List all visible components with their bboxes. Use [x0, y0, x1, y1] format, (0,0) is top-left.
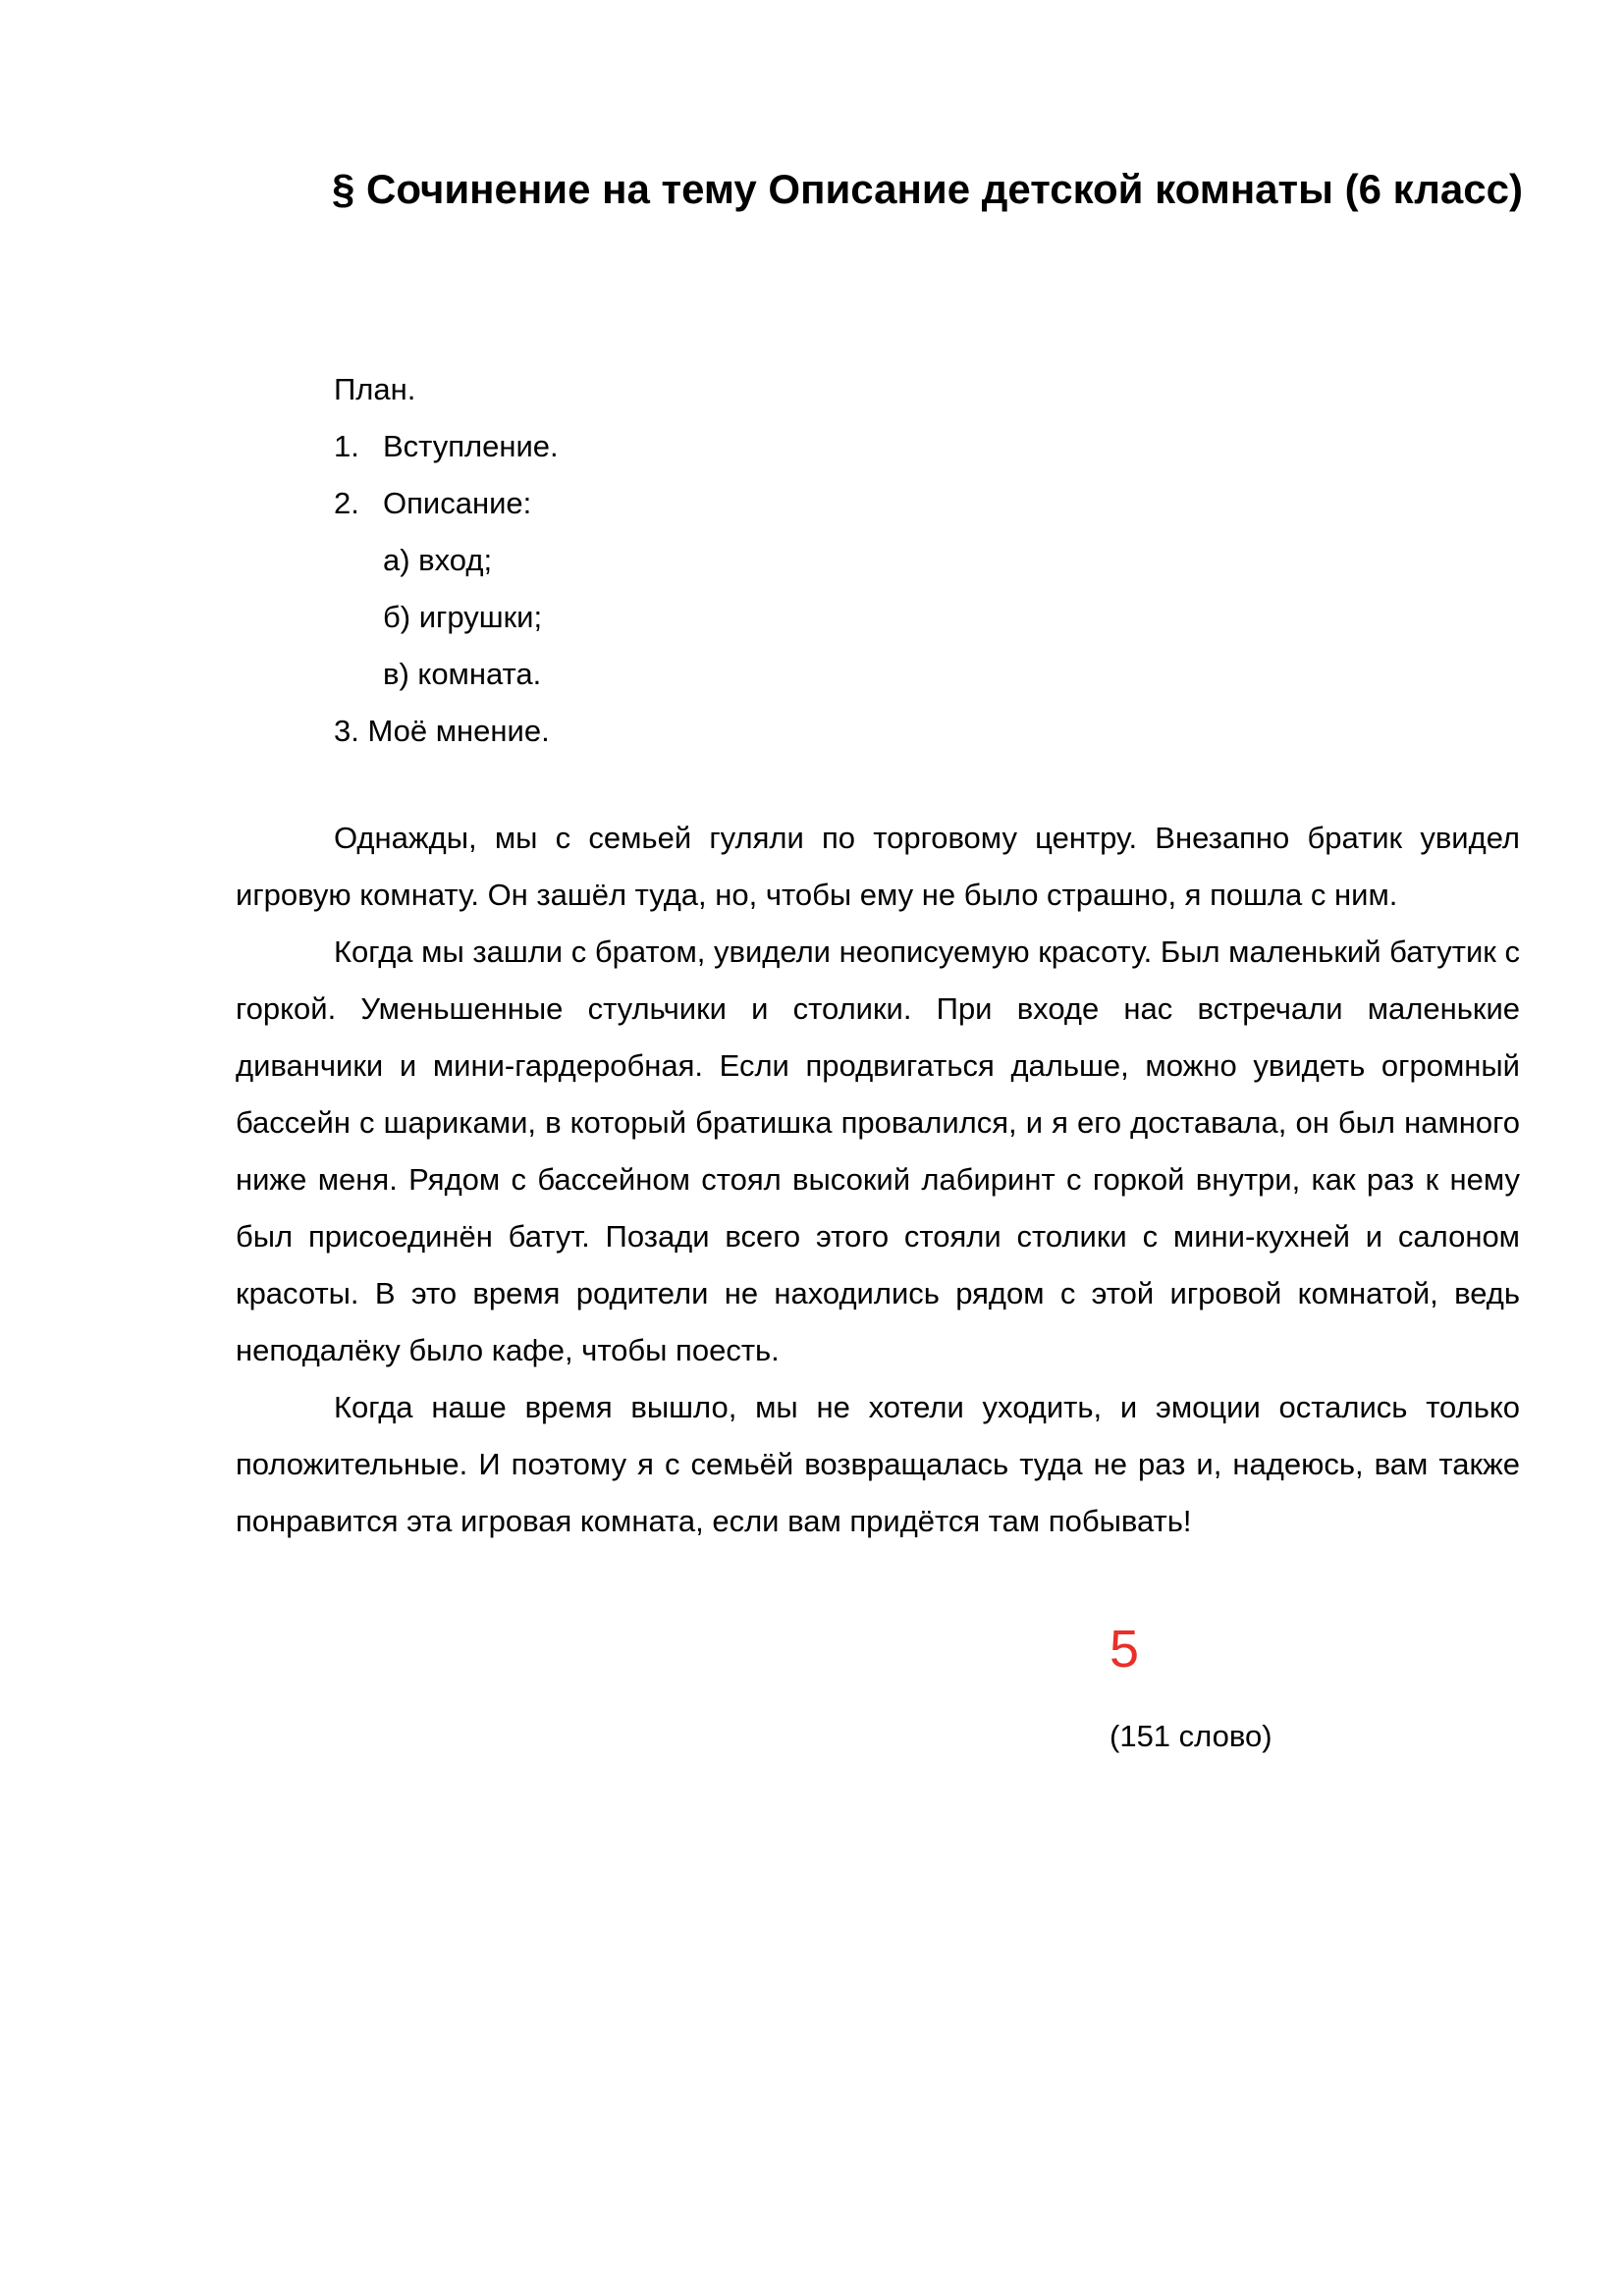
word-count: (151 слово)	[1110, 1719, 1272, 1753]
plan-subitem-text: а) вход;	[383, 543, 493, 577]
plan-subitem	[334, 532, 1218, 589]
plan-subitem	[334, 646, 1218, 703]
plan-item	[334, 703, 1218, 760]
essay-title: § Сочинение на тему Описание детской комнаты (6 класс)	[332, 166, 1523, 212]
plan-item-number: 2.	[334, 486, 359, 520]
plan-item-text: 3. Моё мнение.	[334, 714, 550, 748]
plan-item-number: 1.	[334, 429, 359, 463]
plan-subitem-text: в) комната.	[383, 657, 542, 691]
plan-subitem	[334, 589, 1218, 646]
plan-item	[334, 475, 1218, 532]
essay-paragraph: Однажды, мы с семьей гуляли по торговому центру. Внезапно братик увидел игровую комнату. Он зашёл туда, но, чтобы ему не было страшно, я пошла с ним.	[236, 821, 1520, 912]
essay-plan	[334, 361, 1218, 760]
essay-paragraph: Когда наше время вышло, мы не хотели уходить, и эмоции остались только положительные. И поэтому я с семьёй возвращалась туда не раз и, надеюсь, вам также понравится эта игровая комната, если вам придётся там побывать!	[236, 1390, 1520, 1538]
essay-paragraph: Когда мы зашли с братом, увидели неописуемую красоту. Был маленький батутик с горкой. Уменьшенные стульчики и столики. При входе нас встречали маленькие диванчики и мини-гардеробная. Если продвигаться дальше, можно увидеть огромный бассейн с шариками, в который братишка провалился, и я его доставала, он был намного ниже меня. Рядом с бассейном стоял высокий лабиринт с горкой внутри, как раз к нему был присоединён батут. Позади всего этого стояли столики с мини-кухней и салоном красоты. В это время родители не находились рядом с этой игровой комнатой, ведь неподалёку было кафе, чтобы поесть.	[236, 934, 1520, 1367]
plan-heading: План.	[334, 372, 416, 406]
grade-mark: 5	[1110, 1620, 1140, 1679]
plan-item	[334, 418, 1218, 475]
plan-subitem-text: б) игрушки;	[383, 600, 543, 634]
plan-item-text: Описание:	[383, 486, 532, 520]
essay-body	[236, 810, 1520, 1550]
plan-item-text: Вступление.	[383, 429, 559, 463]
